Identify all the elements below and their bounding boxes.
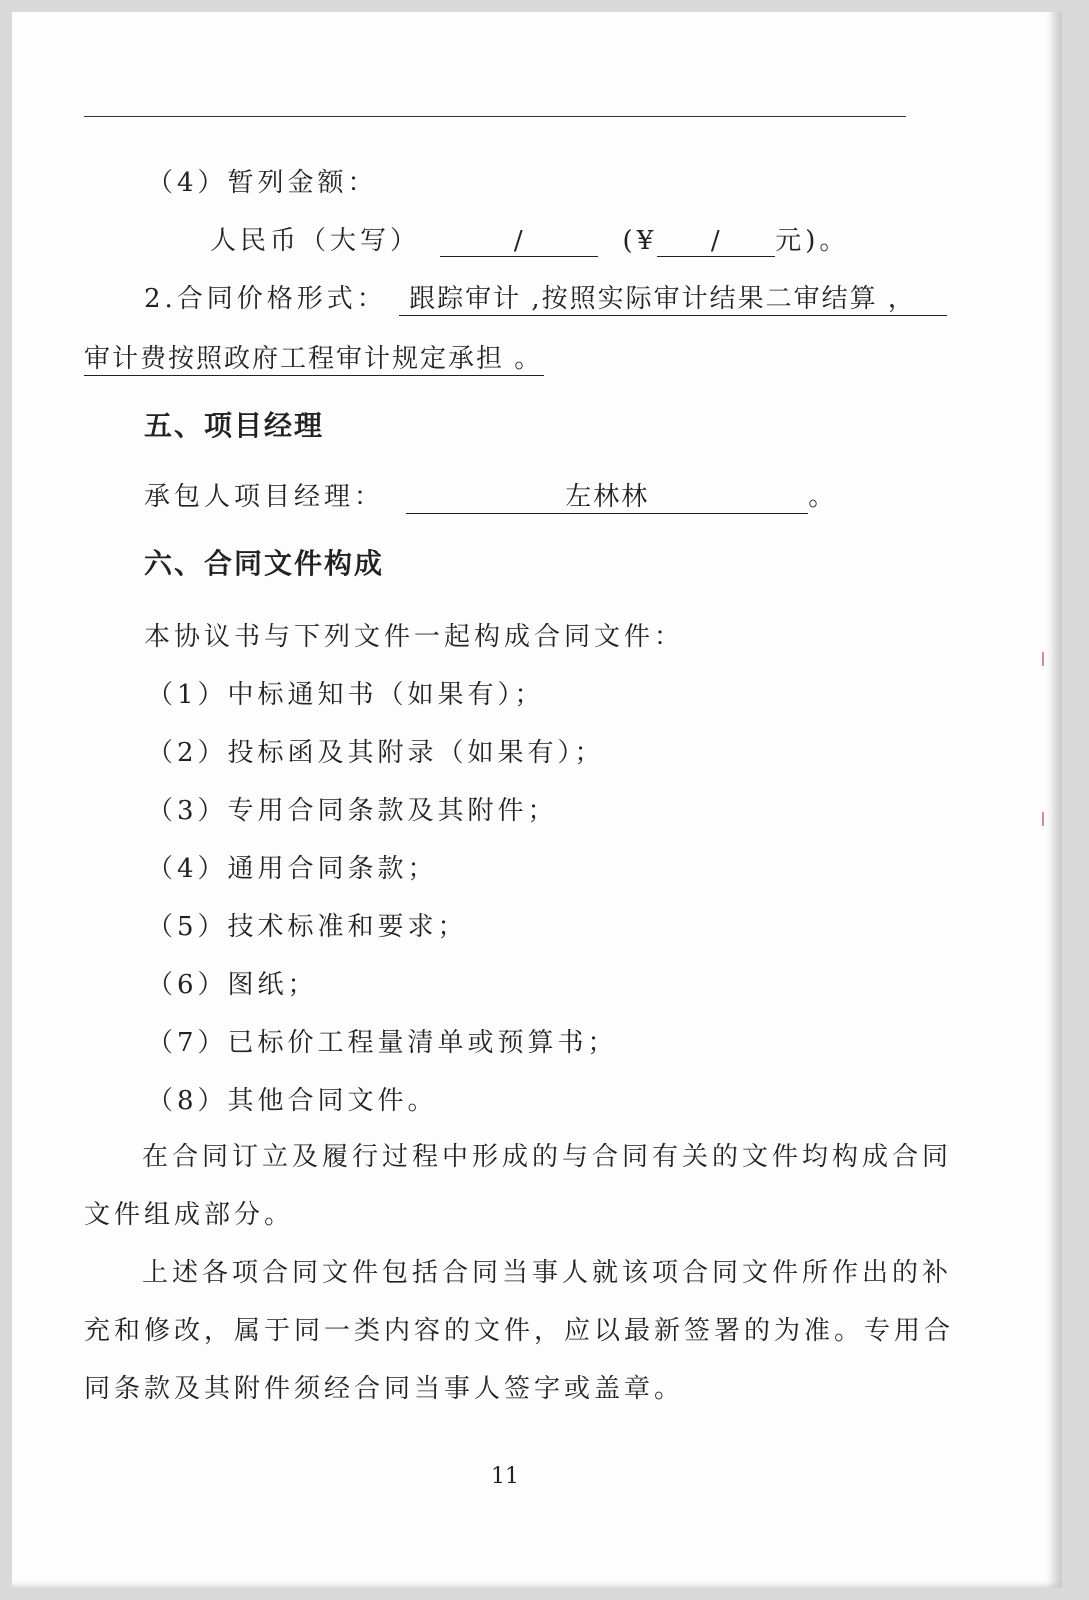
yuan-close: 元)。	[775, 226, 850, 256]
paragraph-1-line-2: 文件组成部分。	[84, 1200, 295, 1230]
paragraph-1-line-1: 在合同订立及履行过程中形成的与合同有关的文件均构成合同	[142, 1142, 953, 1172]
list-item-2: （2）投标函及其附录（如果有）；	[147, 738, 605, 768]
pm-line	[144, 476, 838, 514]
yuan-value: /	[657, 226, 775, 257]
paragraph-2-line-1: 上述各项合同文件包括合同当事人就该项合同文件所作出的补	[142, 1258, 953, 1288]
list-item-3: （3）专用合同条款及其附件；	[147, 796, 558, 826]
provisional-heading: （4）暂列金额：	[147, 168, 378, 198]
paragraph-2-line-2: 充和修改，属于同一类内容的文件，应以最新签署的为准。专用合	[84, 1316, 955, 1346]
section-six-intro: 本协议书与下列文件一起构成合同文件：	[144, 622, 685, 652]
rmb-label: 人民币（大写）	[210, 226, 421, 256]
rmb-line	[210, 220, 849, 257]
paragraph-2-line-3: 同条款及其附件须经合同当事人签字或盖章。	[84, 1374, 685, 1404]
list-item-8: （8）其他合同文件。	[147, 1086, 438, 1116]
list-item-5: （5）技术标准和要求；	[147, 912, 468, 942]
list-item-6: （6）图纸；	[147, 970, 318, 1000]
section-five-title: 五、项目经理	[144, 409, 325, 442]
binding-mark	[1042, 812, 1044, 826]
price-form-value-2: 审计费按照政府工程审计规定承担 。	[84, 338, 544, 376]
binding-mark	[1042, 652, 1044, 666]
header-rule	[84, 116, 906, 117]
section-six-title: 六、合同文件构成	[144, 547, 385, 580]
list-item-4: （4）通用合同条款；	[147, 854, 438, 884]
pm-end: 。	[808, 482, 839, 512]
document-page	[12, 12, 1062, 1588]
list-item-7: （7）已标价工程量清单或预算书；	[147, 1028, 618, 1058]
price-form-label: 2.合同价格形式：	[144, 284, 387, 314]
pm-label: 承包人项目经理：	[144, 482, 385, 512]
rmb-value: /	[440, 226, 598, 257]
yuan-open: (¥	[622, 226, 658, 256]
list-item-1: （1）中标通知书（如果有）；	[147, 680, 545, 710]
pm-name: 左林林	[406, 476, 808, 514]
price-form-line-2	[84, 338, 544, 376]
page-number: 11	[491, 1464, 519, 1489]
price-form-value-1: 跟踪审计 ,按照实际审计结果二审结算 ，	[399, 278, 947, 316]
price-form-line	[144, 278, 947, 316]
